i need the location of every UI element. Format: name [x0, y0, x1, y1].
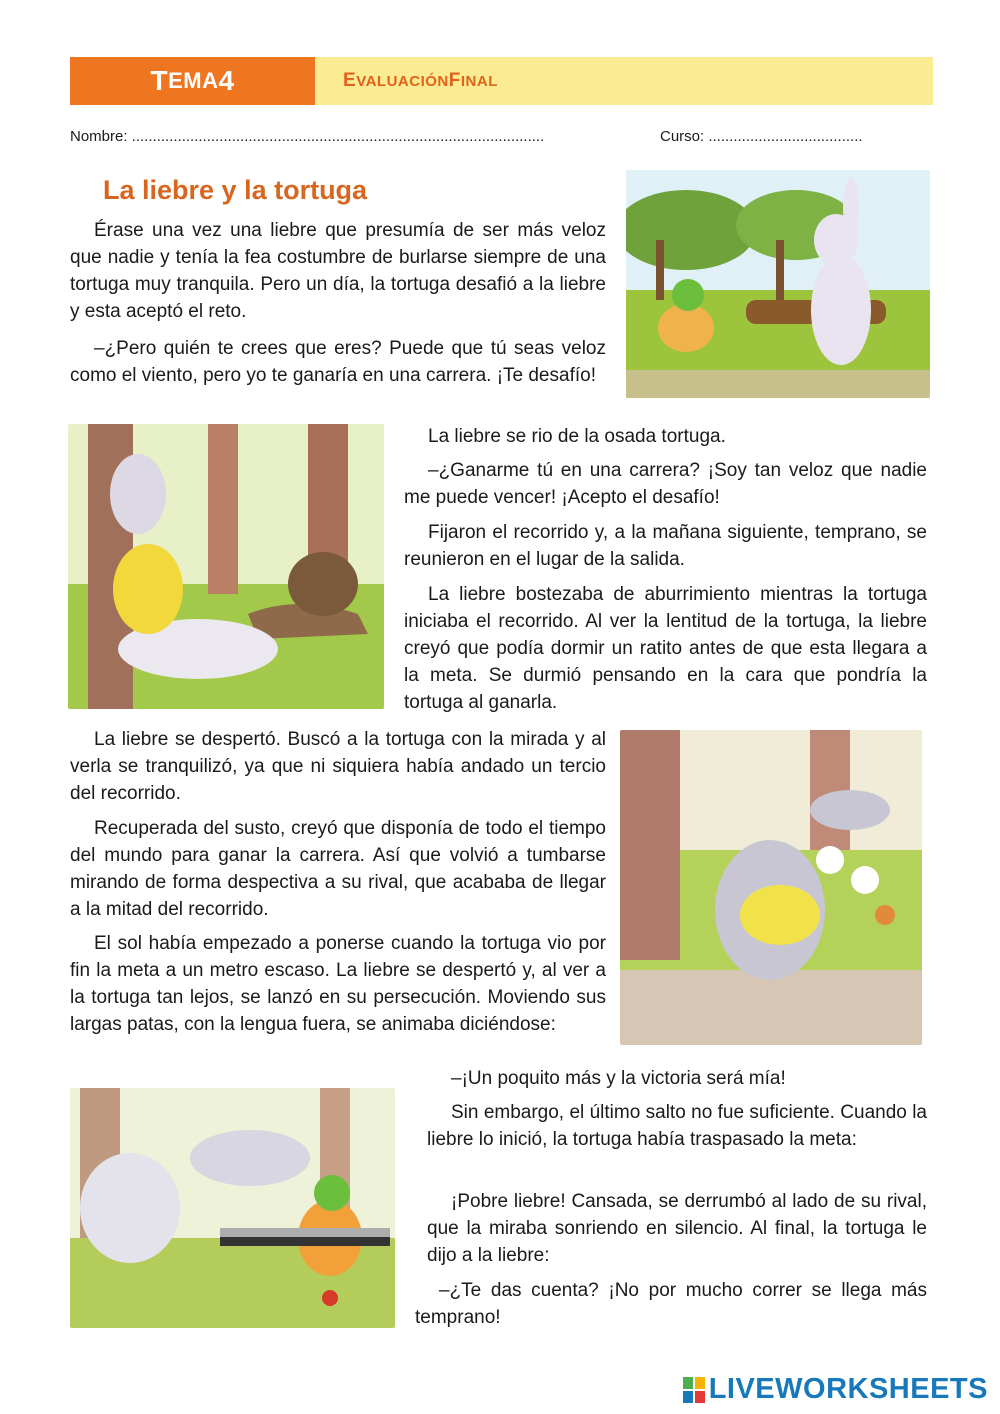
paragraph-9: El sol había empezado a ponerse cuando la tortuga vio por fin la meta a un metro escaso. La liebre se despertó y, al ver a la tortuga tan lejos, se lanzó en su persecución. Moviendo sus largas patas, con la lengua fuera, se animaba diciéndose: [70, 933, 606, 1035]
paragraph-8: Recuperada del susto, creyó que disponía de todo el tiempo del mundo para ganar la carrera. Así que volvió a tumbarse mirando de forma despectiva a su rival, que acababa de llegar a la mitad del recorrido. [70, 818, 606, 920]
illustration-hare-tortoise-meeting [626, 170, 930, 398]
liveworksheets-text: LIVEWORKSHEETS [708, 1373, 988, 1405]
paragraph-10: –¡Un poquito más y la victoria será mía! [451, 1068, 786, 1089]
liveworksheets-logo [683, 1373, 988, 1406]
liveworksheets-icon [683, 1377, 705, 1403]
paragraph-13: –¿Te das cuenta? ¡No por mucho correr se llega más temprano! [415, 1280, 927, 1328]
paragraph-5: Fijaron el recorrido y, a la mañana siguiente, temprano, se reunieron en el lugar de la salida. [404, 522, 927, 570]
paragraph-6: La liebre bostezaba de aburrimiento mientras la tortuga iniciaba el recorrido. Al ver la lentitud de la tortuga, la liebre creyó que podía dormir un ratito antes de que esta llegara a la meta. Se durmió pensando en la cara que pondría la tortuga al ganarla. [404, 584, 927, 713]
curso-field[interactable]: Curso: ..................................... [660, 128, 863, 145]
paragraph-11: Sin embargo, el último salto no fue suficiente. Cuando la liebre lo inició, la tortuga había traspasado la meta: [427, 1102, 927, 1150]
story-title: La liebre y la tortuga [103, 175, 368, 205]
paragraph-12: ¡Pobre liebre! Cansada, se derrumbó al lado de su rival, que la miraba sonriendo en silencio. Al final, la tortuga le dijo a la liebre: [427, 1191, 927, 1266]
paragraph-3: La liebre se rio de la osada tortuga. [428, 426, 726, 447]
evaluacion-label: E VALUACIÓN F INAL [315, 57, 933, 105]
nombre-field[interactable]: Nombre: ................................................................................................... [70, 128, 545, 145]
tema-label: T EMA 4 [70, 57, 315, 105]
illustration-hare-running [620, 730, 922, 1045]
paragraph-4: –¿Ganarme tú en una carrera? ¡Soy tan veloz que nadie me puede vencer! ¡Acepto el desafío! [404, 460, 927, 508]
paragraph-2: –¿Pero quién te crees que eres? Puede que tú seas veloz como el viento, pero yo te ganaría en una carrera. ¡Te desafío! [70, 338, 606, 386]
illustration-race-finish [70, 1088, 395, 1328]
paragraph-7: La liebre se despertó. Buscó a la tortuga con la mirada y al verla se tranquilizó, ya que ni siquiera había andado un tercio del recorrido. [70, 729, 606, 804]
paragraph-1: Érase una vez una liebre que presumía de ser más veloz que nadie y tenía la fea costumbre de burlarse siempre de una tortuga muy tranquila. Pero un día, la tortuga desafió a la liebre y esta aceptó el reto. [70, 220, 606, 322]
illustration-hare-sleeping [68, 424, 384, 709]
header-bar [70, 57, 933, 105]
